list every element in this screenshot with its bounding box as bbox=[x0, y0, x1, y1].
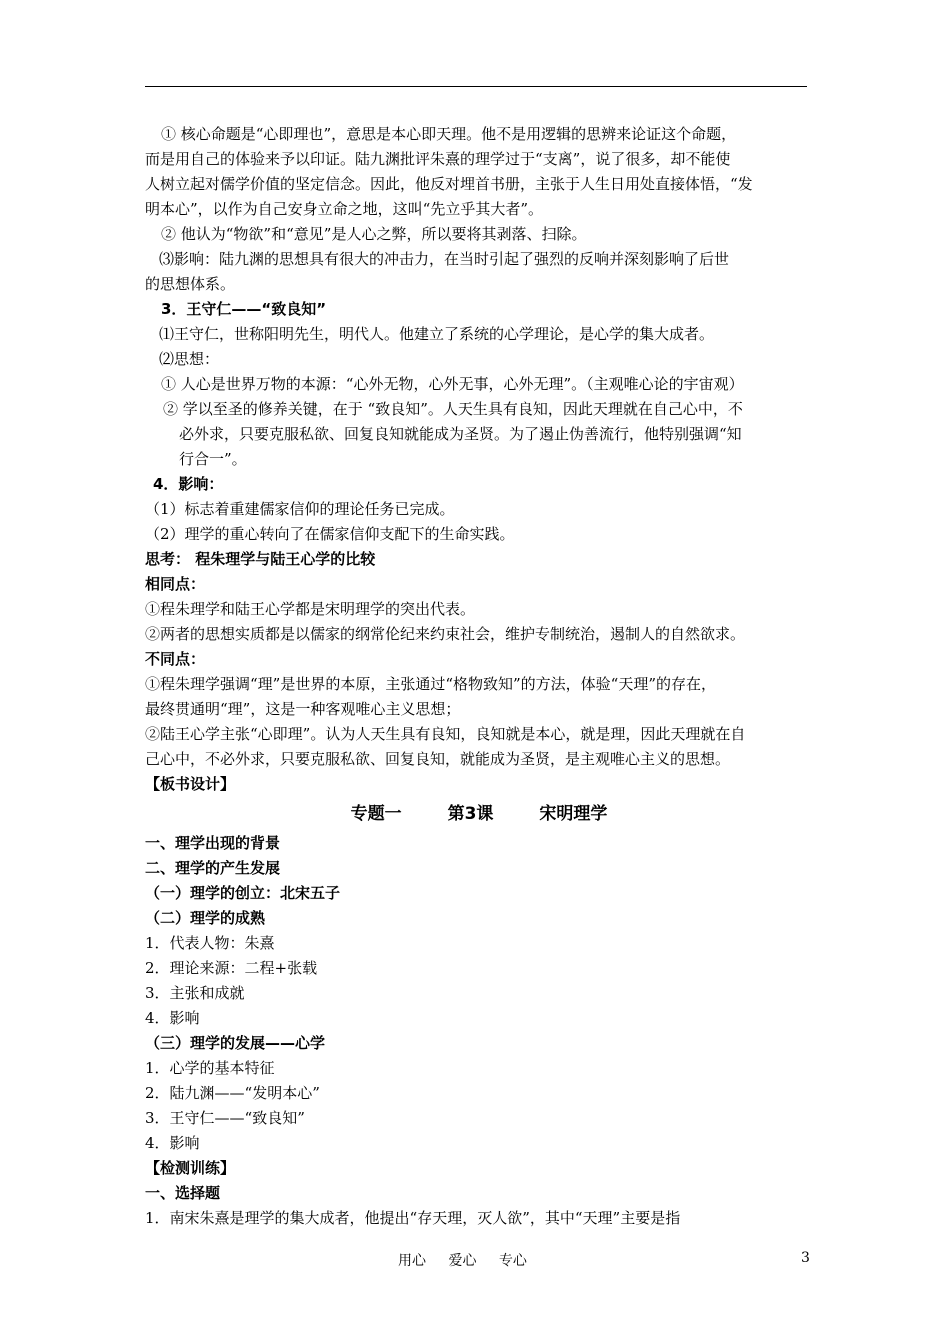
text-line: ②两者的思想实质都是以儒家的纲常伦纪来约束社会，维护专制统治，遏制人的自然欲求。 bbox=[145, 625, 746, 643]
outline-item: 1．心学的基本特征 bbox=[145, 1059, 275, 1077]
text-line: ① 核心命题是“心即理也”，意思是本心即天理。他不是用逻辑的思辨来论证这个命题， bbox=[161, 125, 737, 143]
outline-item: 2．陆九渊——“发明本心” bbox=[145, 1084, 320, 1102]
outline-heading: 一、理学出现的背景 bbox=[145, 834, 281, 852]
text-line: 行合一”。 bbox=[179, 450, 247, 468]
outline-heading: （三）理学的发展——心学 bbox=[145, 1034, 326, 1052]
section-heading: 【板书设计】 bbox=[145, 775, 236, 793]
text-line: ②陆王心学主张“心即理”。认为人天生具有良知，良知就是本心，就是理，因此天理就在自 bbox=[145, 725, 746, 743]
page-number: 3 bbox=[801, 1250, 810, 1266]
outline-item: 4．影响 bbox=[145, 1134, 200, 1152]
board-title-part: 专题一 bbox=[350, 804, 402, 824]
text-line: 明本心”，以作为自己安身立命之地，这叫“先立乎其大者”。 bbox=[145, 200, 544, 218]
outline-heading: （一）理学的创立：北宋五子 bbox=[145, 884, 341, 902]
board-title-part: 宋明理学 bbox=[539, 804, 608, 824]
text-line: （2）理学的重心转向了在儒家信仰支配下的生命实践。 bbox=[145, 525, 515, 543]
footer-motto bbox=[398, 1250, 545, 1270]
header-rule bbox=[145, 86, 807, 87]
outline-item: 2．理论来源：二程+张载 bbox=[145, 959, 318, 977]
section-heading: 思考： 程朱理学与陆王心学的比较 bbox=[145, 550, 376, 568]
outline-item: 1．代表人物：朱熹 bbox=[145, 934, 275, 952]
section-heading: 相同点： bbox=[145, 575, 206, 593]
section-heading: 3．王守仁——“致良知” bbox=[161, 300, 327, 318]
text-line: ①程朱理学强调“理”是世界的本原，主张通过“格物致知”的方法，体验“天理”的存在， bbox=[145, 675, 717, 693]
text-line: ① 人心是世界万物的本源：“心外无物，心外无事，心外无理”。（主观唯心论的宇宙观） bbox=[161, 375, 744, 393]
outline-heading: 二、理学的产生发展 bbox=[145, 859, 281, 877]
section-heading: 不同点： bbox=[145, 650, 206, 668]
footer-text: 用心 bbox=[398, 1253, 426, 1269]
section-heading: 【检测训练】 bbox=[145, 1159, 236, 1177]
text-line: 己心中，不必外求，只要克服私欲、回复良知，就能成为圣贤，是主观唯心主义的思想。 bbox=[145, 750, 731, 768]
text-line: 人树立起对儒学价值的坚定信念。因此，他反对埋首书册，主张于人生日用处直接体悟，“发 bbox=[145, 175, 753, 193]
board-title-part: 第3课 bbox=[447, 804, 494, 824]
question-line: 1．南宋朱熹是理学的集大成者，他提出“存天理，灭人欲”，其中“天理”主要是指 bbox=[145, 1209, 681, 1227]
text-line: ①程朱理学和陆王心学都是宋明理学的突出代表。 bbox=[145, 600, 476, 618]
text-line: ② 他认为“物欲”和“意见”是人心之弊，所以要将其剥落、扫除。 bbox=[161, 225, 587, 243]
text-line: ⑶影响：陆九渊的思想具有很大的冲击力，在当时引起了强烈的反响并深刻影响了后世 bbox=[159, 250, 730, 268]
text-line: ⑵思想： bbox=[159, 350, 220, 368]
text-line: ⑴王守仁，世称阳明先生，明代人。他建立了系统的心学理论，是心学的集大成者。 bbox=[159, 325, 715, 343]
outline-heading: （二）理学的成熟 bbox=[145, 909, 266, 927]
board-title bbox=[145, 797, 813, 831]
text-line: 必外求，只要克服私欲、回复良知就能成为圣贤。为了遏止伪善流行，他特别强调“知 bbox=[179, 425, 742, 443]
outline-item: 4．影响 bbox=[145, 1009, 200, 1027]
text-line: 而是用自己的体验来予以印证。陆九渊批评朱熹的理学过于“支离”，说了很多，却不能使 bbox=[145, 150, 731, 168]
document-body bbox=[145, 122, 813, 1231]
footer-text: 专心 bbox=[498, 1253, 527, 1269]
text-line: 的思想体系。 bbox=[145, 275, 236, 293]
outline-item: 3．王守仁——“致良知” bbox=[145, 1109, 305, 1127]
section-heading: 4．影响： bbox=[153, 475, 224, 493]
text-line: 最终贯通明“理”，这是一种客观唯心主义思想； bbox=[145, 700, 461, 718]
section-heading: 一、选择题 bbox=[145, 1184, 221, 1202]
text-line: ② 学以至圣的修养关键，在于 “致良知”。人天生具有良知，因此天理就在自己心中，不 bbox=[163, 400, 743, 418]
footer-text: 爱心 bbox=[448, 1253, 477, 1269]
outline-item: 3．主张和成就 bbox=[145, 984, 245, 1002]
text-line: （1）标志着重建儒家信仰的理论任务已完成。 bbox=[145, 500, 455, 518]
